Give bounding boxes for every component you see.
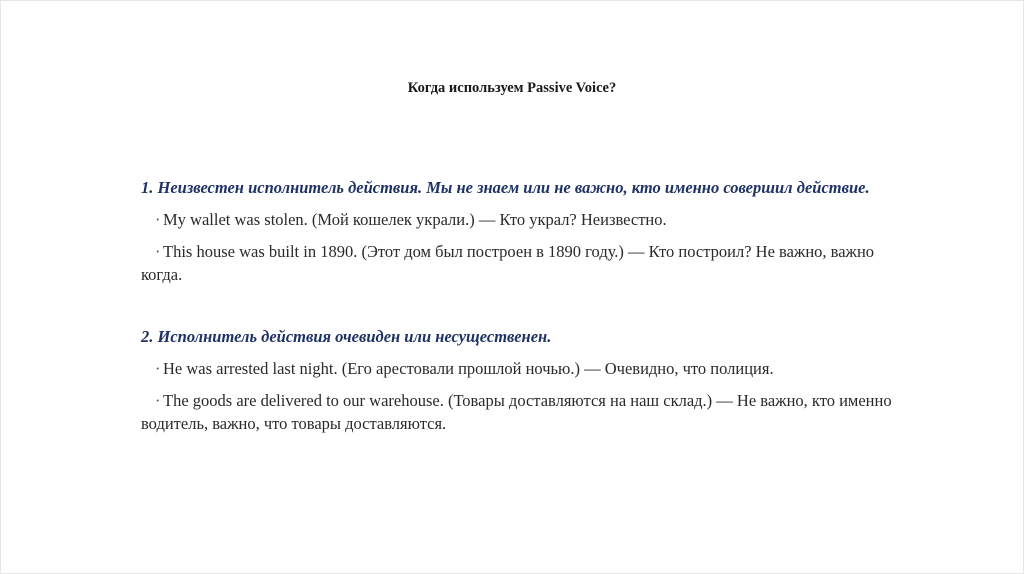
example-text: He was arrested last night. (Его арестовали прошлой ночью.) — Очевидно, что полиция. — [163, 359, 774, 378]
example-text: The goods are delivered to our warehouse. (Товары доставляются на наш склад.) — Не важно, кто именно водитель, важно, что товары доставляются. — [141, 391, 892, 433]
bullet-icon: · — [155, 210, 161, 229]
example-text: My wallet was stolen. (Мой кошелек украли.) — Кто украл? Неизвестно. — [163, 210, 667, 229]
bullet-icon: · — [155, 359, 161, 378]
example-item — [141, 240, 901, 286]
section-heading: 1. Неизвестен исполнитель действия. Мы не знаем или не важно, кто именно совершил действие. — [141, 178, 870, 197]
section-heading: 2. Исполнитель действия очевиден или несущественен. — [141, 327, 552, 346]
example-item — [141, 357, 901, 380]
example-item — [141, 389, 901, 435]
bullet-icon: · — [155, 242, 161, 261]
section-unknown-agent — [141, 177, 901, 286]
example-item — [141, 208, 901, 231]
bullet-icon: · — [155, 391, 161, 410]
section-obvious-agent — [141, 326, 901, 435]
slide-content — [141, 177, 901, 435]
example-text: This house was built in 1890. (Этот дом был построен в 1890 году.) — Кто построил? Не важно, важно когда. — [141, 242, 875, 284]
slide-title: Когда используем Passive Voice? — [407, 80, 617, 96]
